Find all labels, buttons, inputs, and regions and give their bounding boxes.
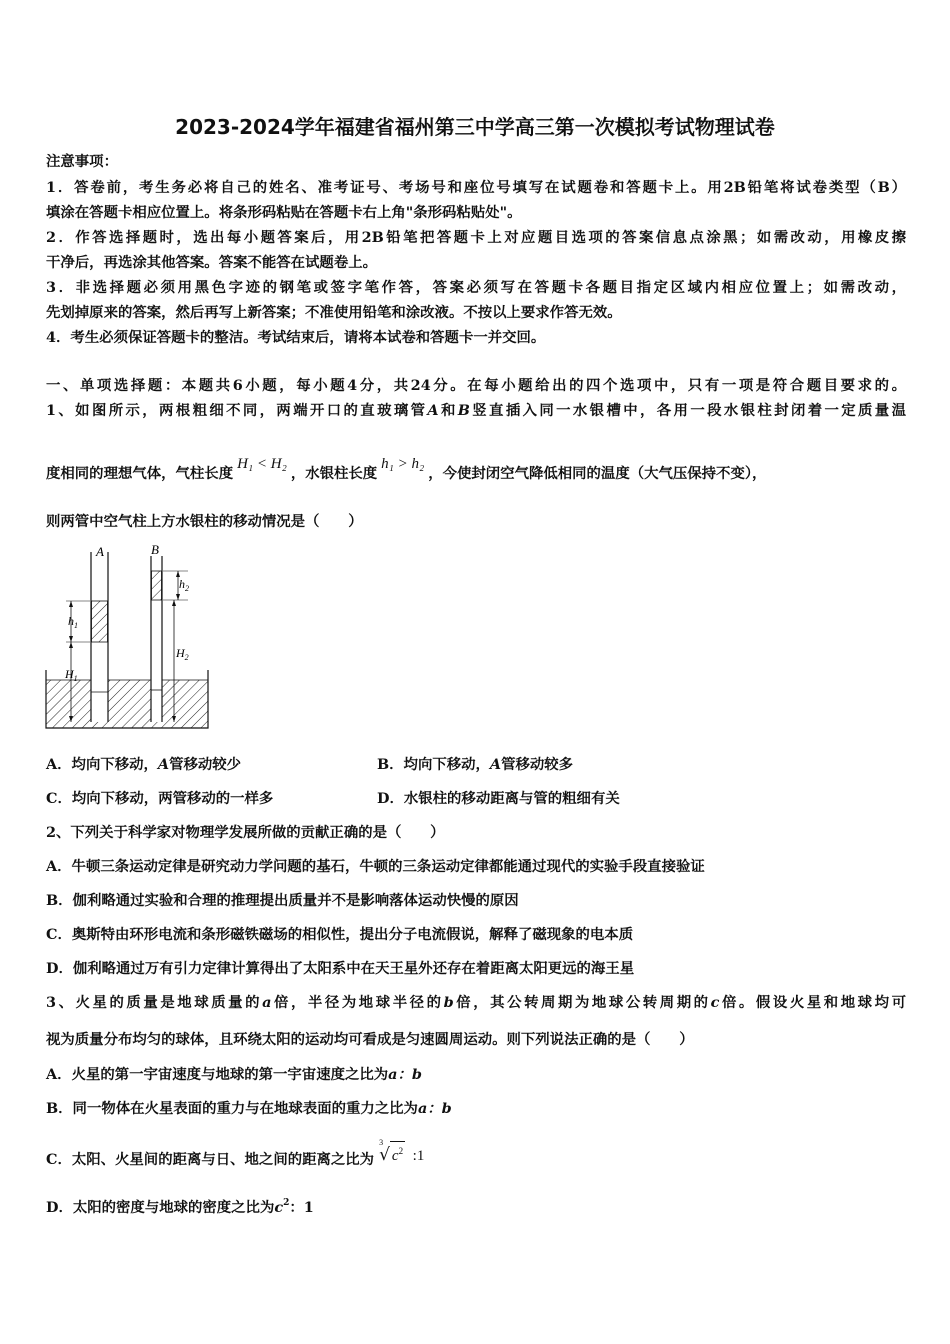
- q3-text: 倍。假设火星和地球均可: [719, 994, 906, 1011]
- q1-text: ，今使封闭空气降低相同的温度（大气压保持不变），: [428, 465, 767, 482]
- q3-text: 3、火星的质量是地球质量的: [46, 994, 263, 1011]
- option-text: A．火星的第一宇宙速度与地球的第一宇宙速度之比为: [46, 1066, 389, 1083]
- q1-text: 竖直插入同一水银槽中，各用一段水银柱封闭着一定质量温: [469, 402, 906, 419]
- q3-option-a: [46, 1065, 422, 1085]
- notice-line: 先划掉原来的答案，然后再写上新答案；不准使用铅笔和涂改液。不按以上要求作答无效。: [46, 304, 622, 321]
- q3-option-c: [46, 1138, 425, 1170]
- exam-title: 2023-2024学年福建省福州第三中学高三第一次模拟考试物理试卷: [175, 115, 775, 139]
- q1-figure: [40, 542, 215, 732]
- q1-text: 1、如图所示，两根粗细不同，两端开口的直玻璃管: [46, 402, 428, 419]
- q2-stem: 2、下列关于科学家对物理学发展所做的贡献正确的是（ ）: [46, 824, 445, 841]
- tube-b-mercury-column: [152, 571, 162, 600]
- q1-text: 和: [438, 402, 458, 419]
- q1-line2: [46, 456, 767, 484]
- var-a: a: [262, 994, 272, 1011]
- option-tube: A: [157, 756, 170, 773]
- label-H1: $H_1$: [65, 667, 78, 683]
- tube-a-mercury-column: [92, 601, 108, 642]
- option-text: D．太阳的密度与地球的密度之比为: [46, 1199, 275, 1216]
- q3-line2: 视为质量分布均匀的球体，且环绕太阳的运动均可看成是匀速圆周运动。则下列说法正确的是（ ）: [46, 1031, 694, 1048]
- option-text: B．同一物体在火星表面的重力与在地球表面的重力之比为: [46, 1100, 418, 1117]
- ratio-ab: a：b: [388, 1066, 422, 1083]
- option-text: B．均向下移动，: [377, 756, 490, 773]
- label-tube-a: A: [96, 544, 104, 559]
- notice-line: 1．答卷前，考生务必将自己的姓名、准考证号、考场号和座位号填写在试题卷和答题卡上。用2B铅笔将试卷类型（B）: [46, 179, 906, 196]
- q1-option-b: [377, 755, 573, 775]
- q1-tube-a: A: [427, 402, 439, 419]
- q3-text: 倍，其公转周期为地球公转周期的: [453, 994, 711, 1011]
- label-H2: $H_2$: [176, 646, 189, 662]
- var-c: c: [274, 1199, 284, 1216]
- q2-option-b: B．伽利略通过实验和合理的推理提出质量并不是影响落体运动快慢的原因: [46, 892, 519, 909]
- q2-option-d: D．伽利略通过万有引力定律计算得出了太阳系中在天王星外还存在着距离太阳更远的海王星: [46, 960, 635, 977]
- var-c: c: [391, 1148, 399, 1164]
- cube-root-expression: [379, 1138, 425, 1166]
- ratio-tail: :1: [412, 1148, 425, 1164]
- q1-option-c: C．均向下移动，两管移动的一样多: [46, 790, 274, 807]
- notice-line: 4．考生必须保证答题卡的整洁。考试结束后，请将本试卷和答题卡一并交回。: [46, 329, 546, 346]
- label-h1: $h_1$: [68, 614, 78, 630]
- q1-line3: 则两管中空气柱上方水银柱的移动情况是（ ）: [46, 513, 363, 530]
- var-c: c: [710, 994, 720, 1011]
- option-text: 管移动较多: [501, 756, 574, 773]
- exponent: 2: [283, 1198, 290, 1208]
- q1-tube-b: B: [457, 402, 470, 419]
- label-tube-b: B: [151, 542, 159, 557]
- q1-option-a: [46, 755, 241, 775]
- q3-line1: [46, 993, 906, 1013]
- notice-line: 填涂在答题卡相应位置上。将条形码粘贴在答题卡右上角"条形码粘贴处"。: [46, 204, 522, 221]
- q3-text: 倍，半径为地球半径的: [271, 994, 444, 1011]
- ratio-tail: ：1: [289, 1199, 314, 1216]
- q1-option-d: D．水银柱的移动距离与管的粗细有关: [377, 790, 620, 807]
- q1-text: ，水银柱长度: [290, 465, 378, 482]
- notice-line: 3．非选择题必须用黑色字迹的钢笔或签字笔作答，答案必须写在答题卡各题目指定区域内相应位置上；如需改动，: [46, 279, 906, 296]
- notice-heading: 注意事项：: [46, 153, 118, 170]
- q2-option-c: C．奥斯特由环形电流和条形磁铁磁场的相似性，提出分子电流假说，解释了磁现象的电本质: [46, 926, 634, 943]
- exponent: 2: [398, 1146, 404, 1156]
- ratio-ab: a：b: [417, 1100, 452, 1117]
- option-text: A．均向下移动，: [46, 756, 158, 773]
- option-text: C．太阳、火星间的距离与日、地之间的距离之比为: [46, 1151, 375, 1168]
- radical-sign: √: [379, 1145, 390, 1165]
- q2-option-a: A．牛顿三条运动定律是研究动力学问题的基石，牛顿的三条运动定律都能通过现代的实验手段直接验证: [46, 858, 705, 875]
- notice-line: 2．作答选择题时，选出每小题答案后，用2B铅笔把答题卡上对应题目选项的答案信息点涂黑；如需改动，用橡皮擦: [46, 229, 906, 246]
- root-index: 3: [379, 1138, 384, 1147]
- q1-text: 度相同的理想气体，气柱长度: [46, 465, 234, 482]
- option-text: 管移动较少: [169, 756, 242, 773]
- radicand: [390, 1141, 405, 1165]
- q3-option-b: [46, 1099, 452, 1119]
- q1-inequality-h: H₁ < H₂: [237, 456, 287, 472]
- q3-option-d: [46, 1193, 314, 1218]
- section-heading: 一、单项选择题：本题共6小题，每小题4分，共24分。在每小题给出的四个选项中，只有一项是符合题目要求的。: [46, 377, 906, 394]
- q1-line1: [46, 401, 906, 421]
- option-tube: A: [489, 756, 502, 773]
- label-h2: $h_2$: [179, 577, 189, 593]
- q1-inequality-hg: h₁ > h₂: [381, 456, 425, 472]
- notice-line: 干净后，再选涂其他答案。答案不能答在试题卷上。: [46, 254, 377, 271]
- var-b: b: [443, 994, 454, 1011]
